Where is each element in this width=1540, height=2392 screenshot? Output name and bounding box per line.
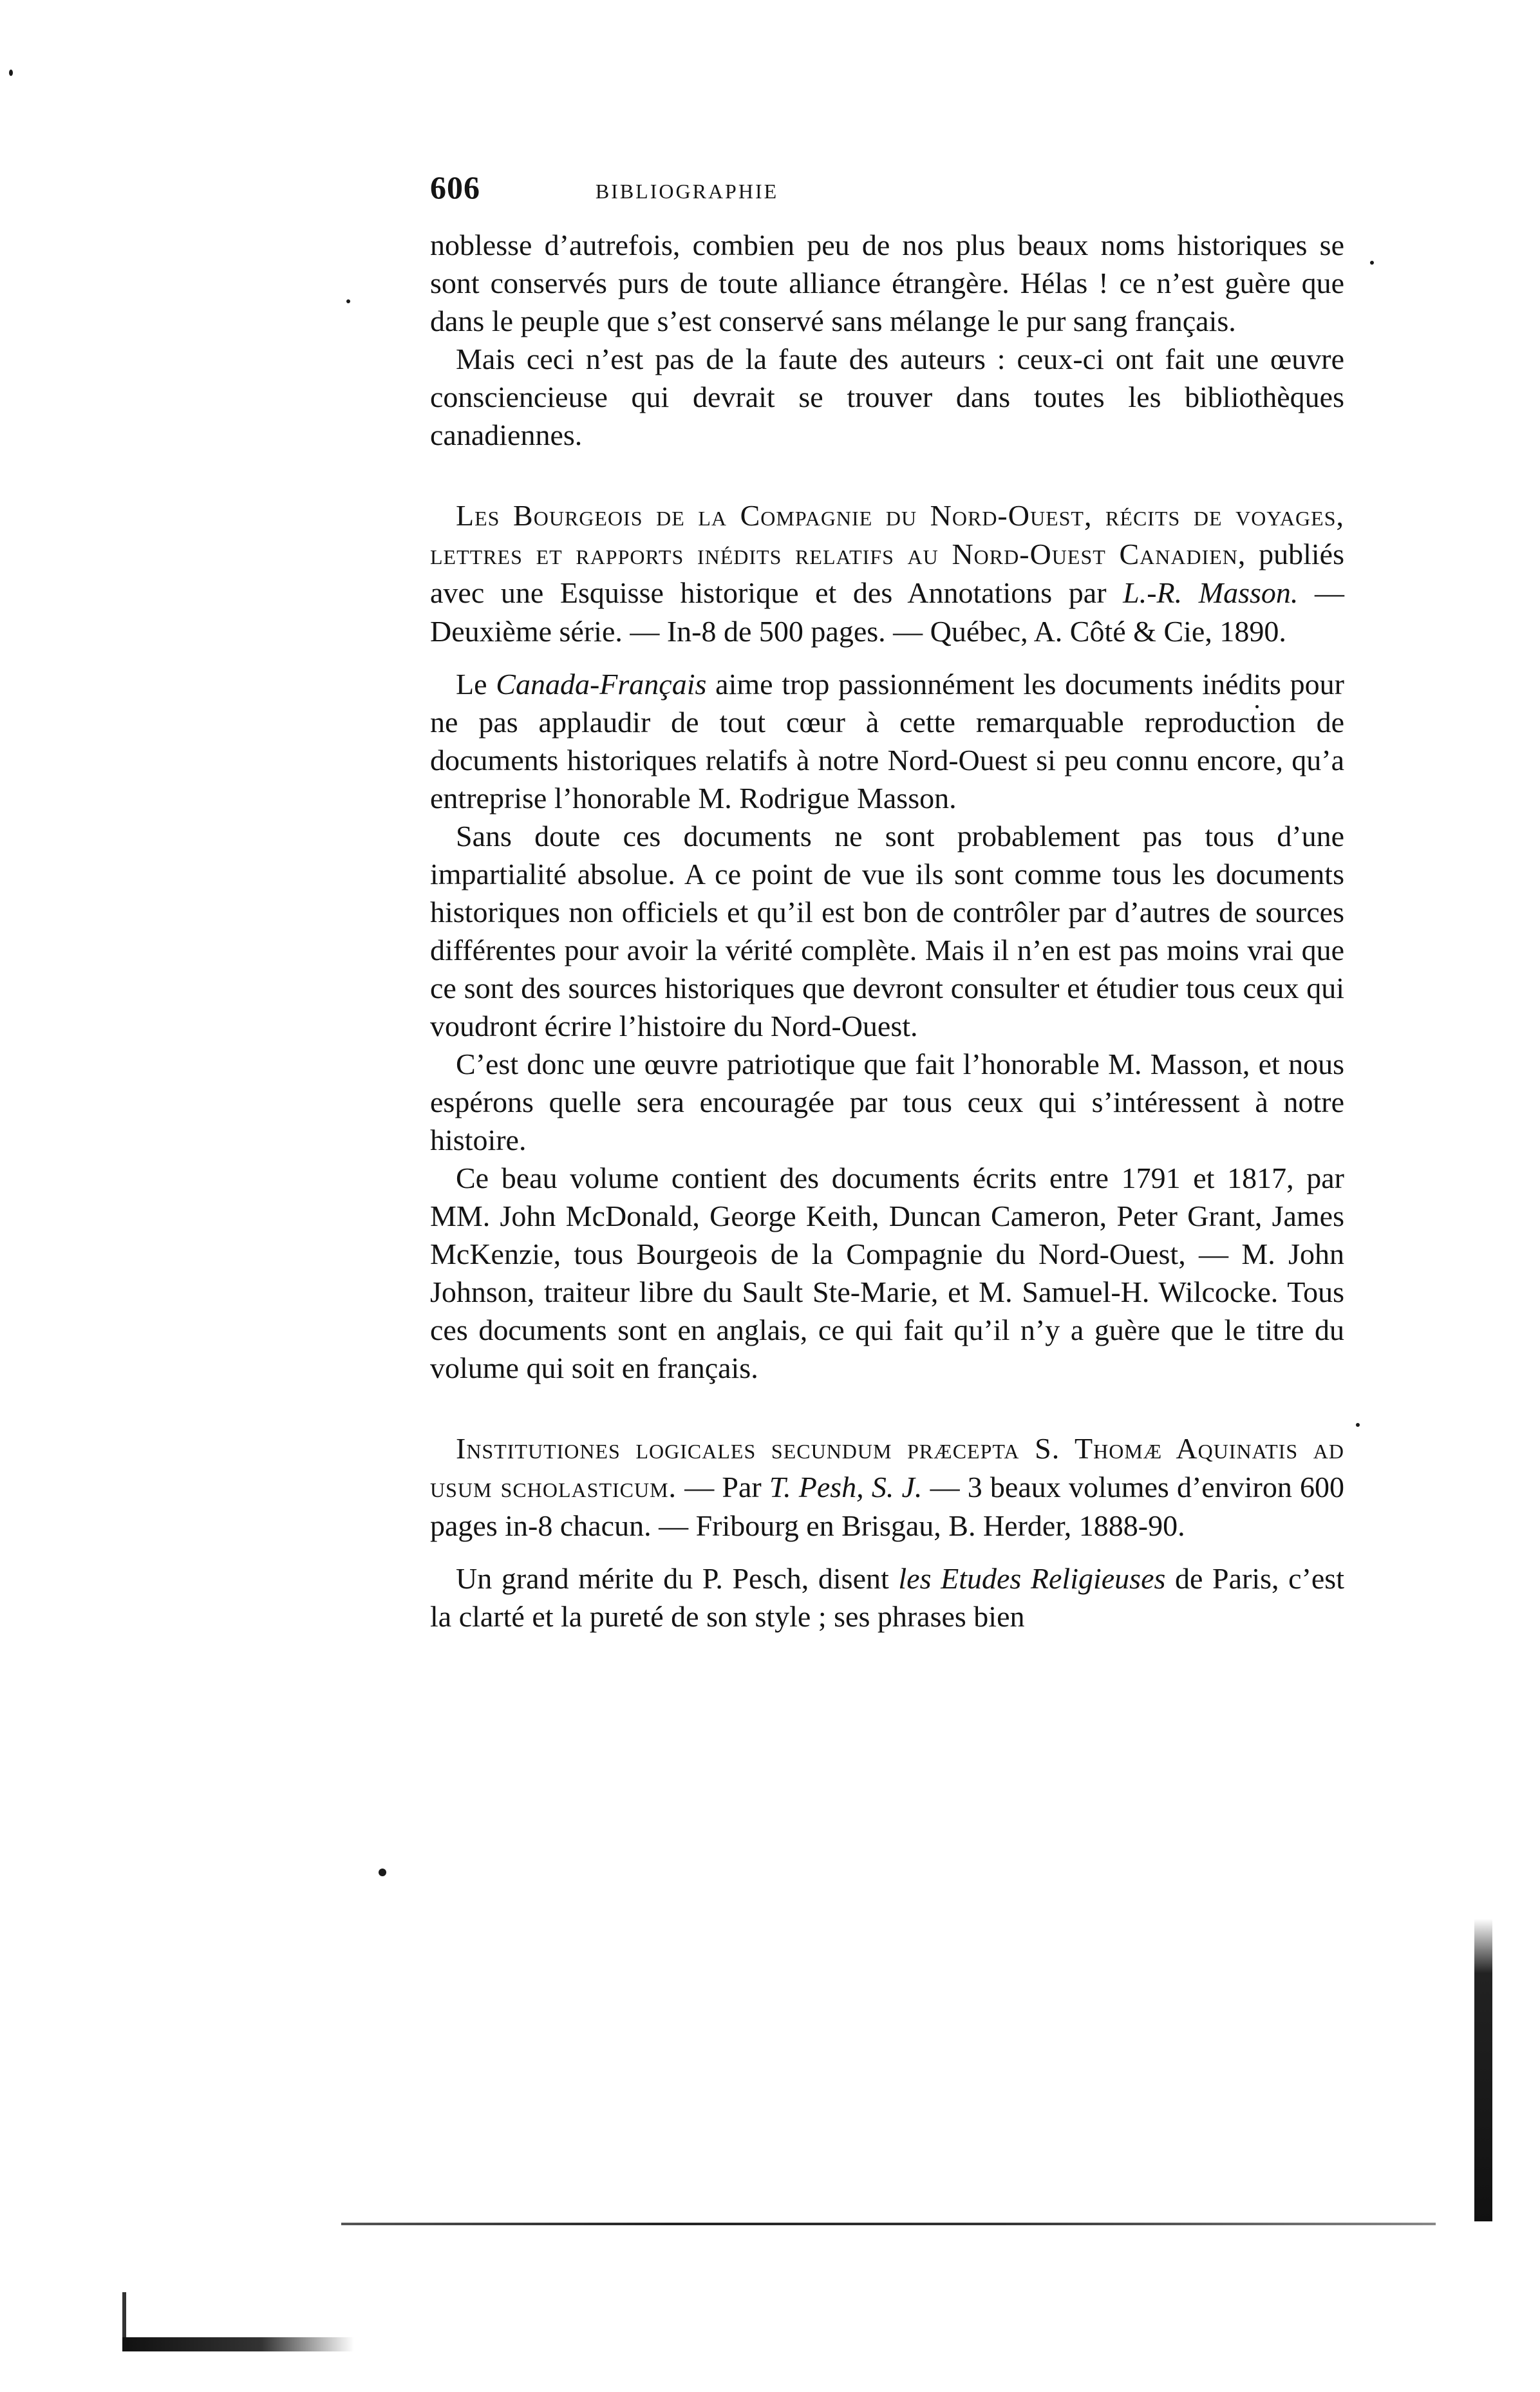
text-column bbox=[430, 169, 1344, 1635]
entry-author: T. Pesh, S. J. bbox=[769, 1471, 923, 1503]
review-paragraph bbox=[430, 665, 1344, 817]
page-number: 606 bbox=[430, 169, 480, 205]
page-header bbox=[430, 169, 1344, 211]
scan-speck bbox=[1370, 261, 1374, 265]
entry-description: — Par bbox=[677, 1471, 769, 1503]
journal-title: les Etudes Religieuses bbox=[898, 1562, 1166, 1595]
scan-speck bbox=[1356, 1423, 1360, 1427]
binding-shadow bbox=[1474, 1919, 1492, 2221]
paragraph: Mais ceci n’est pas de la faute des auteurs : ceux-ci ont fait une œuvre consciencieuse qui devrait se trouver dans toutes les bibliothèques canadiennes. bbox=[430, 343, 1344, 451]
scan-edge bbox=[122, 2337, 354, 2351]
text-run: Le bbox=[456, 668, 496, 701]
text-run: Un grand mérite du P. Pesch, disent bbox=[456, 1562, 899, 1595]
entry-description: publiés avec une Esquisse historique et des Annotations par bbox=[430, 538, 1344, 609]
bottom-rule bbox=[341, 2223, 1436, 2225]
scan-speck bbox=[379, 1869, 386, 1876]
entry-title: Les Bourgeois de la Compagnie du Nord-Ouest, récits de voyages, lettres et rapports inédits relatifs au Nord-Ouest Canadien, bbox=[430, 499, 1344, 570]
entry-publication: — 3 beaux volumes d’environ 600 pages in-8 chacun. — Fribourg en Brisgau, B. Herder, 1888-90. bbox=[430, 1471, 1344, 1542]
text-run: aime trop passionnément les documents inédits pour ne pas applaudir de tout cœur à cette remarquable reproduction de documents historiques relatifs à notre Nord-Ouest si peu connu encore, qu’a entreprise l’honorable M. Rodrigue Masson. bbox=[430, 668, 1344, 815]
text-run: de Paris, c’est la clarté et la pureté de son style ; ses phrases bien bbox=[430, 1562, 1344, 1633]
scan-speck bbox=[9, 70, 13, 76]
review-paragraph: Sans doute ces documents ne sont probablement pas tous d’une impartialité absolue. A ce point de vue ils sont comme tous les documents historiques non officiels et qu’il est bon de contrôler par d’autres de sources différentes pour avoir la vérité complète. Mais il n’en est pas moins vrai que ce sont des sources historiques que devront consulter et étudier tous ceux qui voudront écrire l’histoire du Nord-Ouest. bbox=[430, 820, 1344, 1042]
entry-author: L.-R. Masson. bbox=[1123, 576, 1299, 609]
review-paragraph: C’est donc une œuvre patriotique que fait l’honorable M. Masson, et nous espérons quelle sera encouragée par tous ceux qui s’intéressent à notre histoire. bbox=[430, 1048, 1344, 1156]
running-head: BIBLIOGRAPHIE bbox=[595, 180, 779, 203]
scan-speck bbox=[346, 299, 350, 303]
bibliography-entry-pesch bbox=[430, 1429, 1344, 1545]
entry-publication: — Deuxième série. — In-8 de 500 pages. — Québec, A. Côté & Cie, 1890. bbox=[430, 576, 1344, 648]
bibliography-entry-masson bbox=[430, 496, 1344, 651]
review-paragraph: Ce beau volume contient des documents écrits entre 1791 et 1817, par MM. John McDonald, George Keith, Duncan Cameron, Peter Grant, James McKenzie, tous Bourgeois de la Compagnie du Nord-Ouest, — M. John Johnson, traiteur libre du Sault Ste-Marie, et M. Samuel-H. Wilcocke. Tous ces documents sont en anglais, ce qui fait qu’il n’y a guère que le titre du volume qui soit en français. bbox=[430, 1162, 1344, 1384]
review-paragraph bbox=[430, 1559, 1344, 1635]
continued-paragraph: noblesse d’autrefois, combien peu de nos plus beaux noms historiques se sont conservés purs de toute alliance étrangère. Hélas ! ce n’est guère que dans le peuple que s’est conservé sans mélange le pur sang français. bbox=[430, 229, 1344, 337]
journal-title: Canada-Français bbox=[496, 668, 707, 701]
entry-title: Institutiones logicales secundum præcepta S. Thomæ Aquinatis ad usum scholasticum. bbox=[430, 1432, 1344, 1503]
